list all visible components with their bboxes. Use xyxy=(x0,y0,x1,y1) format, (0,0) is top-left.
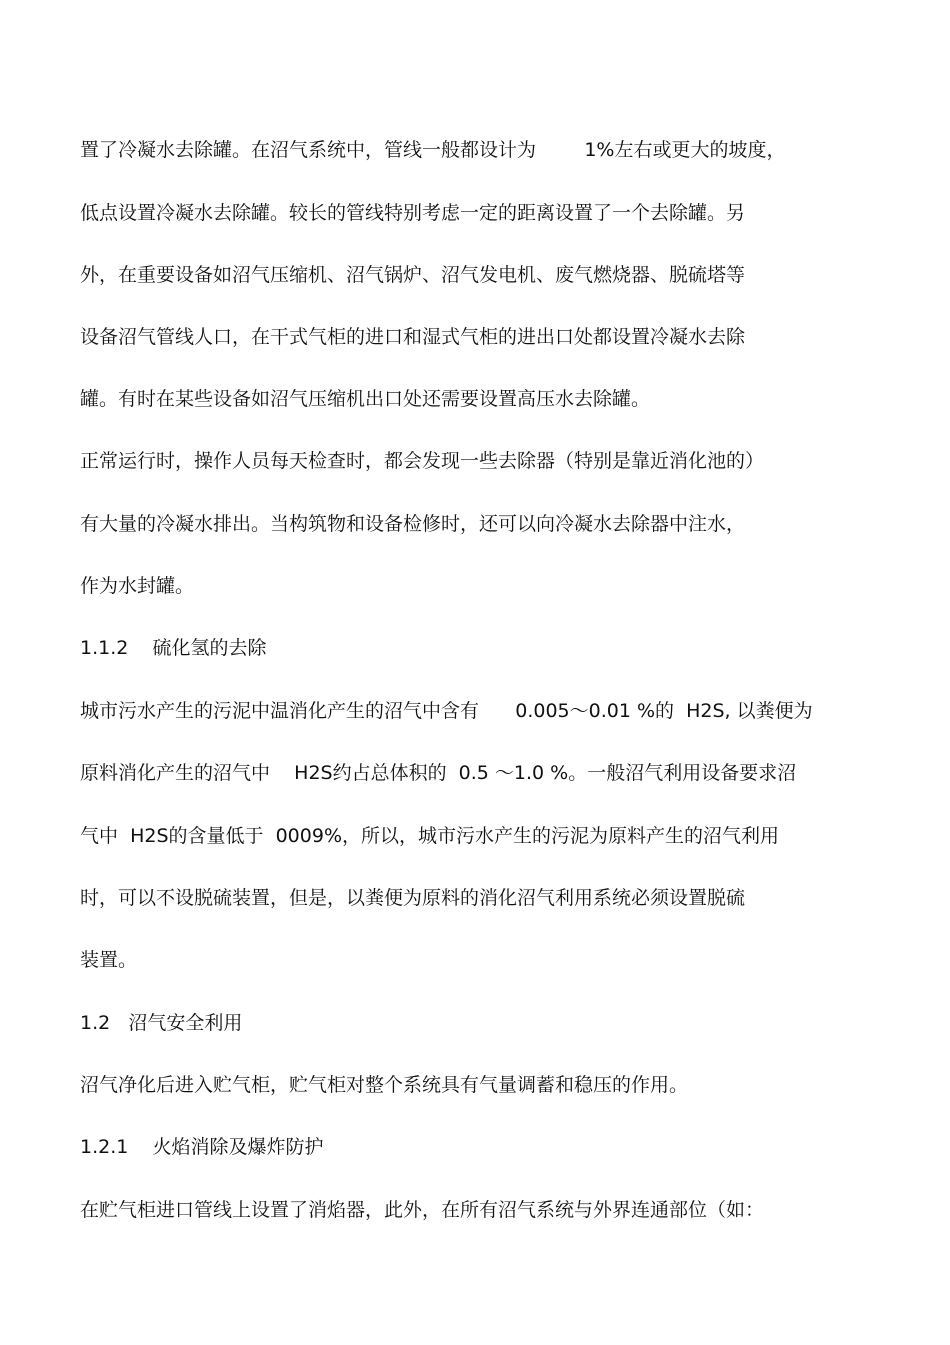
paragraph-line-12: 时，可以不设脱硫装置，但是，以粪便为原料的消化沼气利用系统必须设置脱硫 xyxy=(80,887,746,909)
paragraph-line-8: 作为水封罐。 xyxy=(80,575,195,597)
section-heading-1-2-1: 1.2.1 火焰消除及爆炸防护 xyxy=(80,1136,324,1158)
paragraph-line-7: 有大量的冷凝水排出。当构筑物和设备检修时，还可以向冷凝水去除器中注水， xyxy=(80,513,746,535)
paragraph-line-10: 原料消化产生的沼气中 H2S约占总体积的 0.5 ～1.0 %。一般沼气利用设备要求沼 xyxy=(80,762,797,784)
paragraph-line-11: 气中 H2S的含量低于 0009%，所以，城市污水产生的污泥为原料产生的沼气利用 xyxy=(80,825,780,847)
paragraph-line-3: 外，在重要设备如沼气压缩机、沼气锅炉、沼气发电机、废气燃烧器、脱硫塔等 xyxy=(80,264,746,286)
section-heading-1-1-2: 1.1.2 硫化氢的去除 xyxy=(80,637,267,659)
paragraph-line-5: 罐。有时在某些设备如沼气压缩机出口处还需要设置高压水去除罐。 xyxy=(80,388,651,410)
paragraph-line-14: 沼气净化后进入贮气柜，贮气柜对整个系统具有气量调蓄和稳压的作用。 xyxy=(80,1074,689,1096)
paragraph-line-1: 置了冷凝水去除罐。在沼气系统中，管线一般都设计为 1%左右或更大的坡度， xyxy=(80,139,786,161)
paragraph-line-9: 城市污水产生的污泥中温消化产生的沼气中含有 0.005～0.01 %的 H2S, 以粪便为 xyxy=(80,700,813,722)
paragraph-line-2: 低点设置冷凝水去除罐。较长的管线特别考虑一定的距离设置了一个去除罐。另 xyxy=(80,202,746,224)
section-heading-1-2: 1.2 沼气安全利用 xyxy=(80,1012,243,1034)
paragraph-line-13: 装置。 xyxy=(80,949,138,971)
paragraph-line-15: 在贮气柜进口管线上设置了消焰器，此外，在所有沼气系统与外界连通部位（如： xyxy=(80,1199,765,1221)
paragraph-line-6: 正常运行时，操作人员每天检查时，都会发现一些去除器（特别是靠近消化池的） xyxy=(80,450,765,472)
paragraph-line-4: 设备沼气管线人口，在干式气柜的进口和湿式气柜的进出口处都设置冷凝水去除 xyxy=(80,326,746,348)
